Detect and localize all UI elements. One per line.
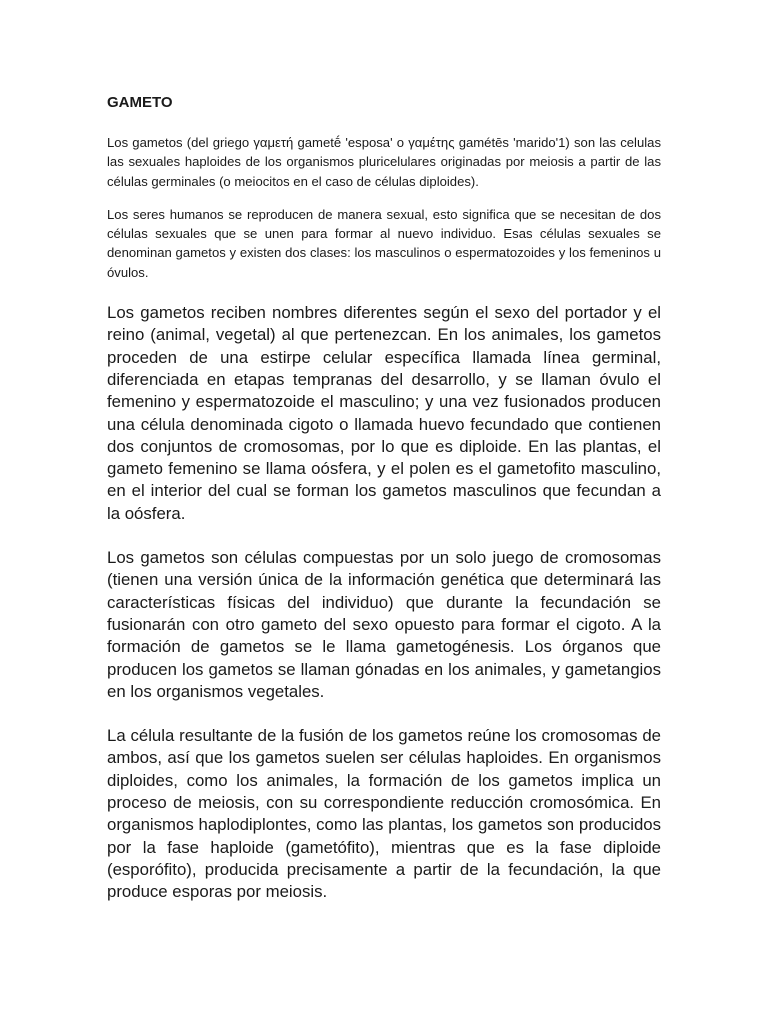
paragraph-definition: Los gametos (del griego γαμετή gametḗ 'esposa' o γαμέτης gamétēs 'marido'1) son las celulas las sexuales haploides de los organismos pluricelulares originadas por meiosis a partir de las células germinales (o meiocitos en el caso de células diploides). [107, 135, 661, 189]
document-body [107, 93, 661, 926]
paragraph-human-reproduction: Los seres humanos se reproducen de manera sexual, esto significa que se necesitan de dos células sexuales que se unen para formar al nuevo individuo. Esas células sexuales se denominan gametos y existen dos clases: los masculinos o espermatozoides y los femeninos u óvulos. [107, 206, 661, 280]
paragraph-gamete-cells: Los gametos son células compuestas por un solo juego de cromosomas (tienen una versión única de la información genética que determinará las características físicas del individuo) que durante la fecundación se fusionarán con otro gameto del sexo opuesto para formar el cigoto. A la formación de gametos se le llama gametogénesis. Los órganos que producen los gametos se llaman gónadas en los animales, y gametangios en los organismos vegetales. [107, 548, 661, 701]
paragraph-fusion: La célula resultante de la fusión de los gametos reúne los cromosomas de ambos, así que los gametos suelen ser células haploides. En organismos diploides, como los animales, la formación de los gametos implica un proceso de meiosis, con su correspondiente reducción cromosómica. En organismos haplodiplontes, como las plantas, los gametos son producidos por la fase haploide (gametófito), mientras que es la fase diploide (esporófito), producida precisamente a partir de la fecundación, la que produce esporas por meiosis. [107, 726, 661, 902]
paragraph-gamete-names: Los gametos reciben nombres diferentes según el sexo del portador y el reino (animal, vegetal) al que pertenezcan. En los animales, los gametos proceden de una estirpe celular específica llamada línea germinal, diferenciada en etapas tempranas del desarrollo, y se llaman óvulo el femenino y espermatozoide el masculino; y una vez fusionados producen una célula denominada cigoto o llamada huevo fecundado que contienen dos conjuntos de cromosomas, por lo que es diploide. En las plantas, el gameto femenino se llama oósfera, y el polen es el gametofito masculino, en el interior del cual se forman los gametos masculinos que fecundan a la oósfera. [107, 303, 661, 523]
document-title: GAMETO [107, 94, 173, 111]
